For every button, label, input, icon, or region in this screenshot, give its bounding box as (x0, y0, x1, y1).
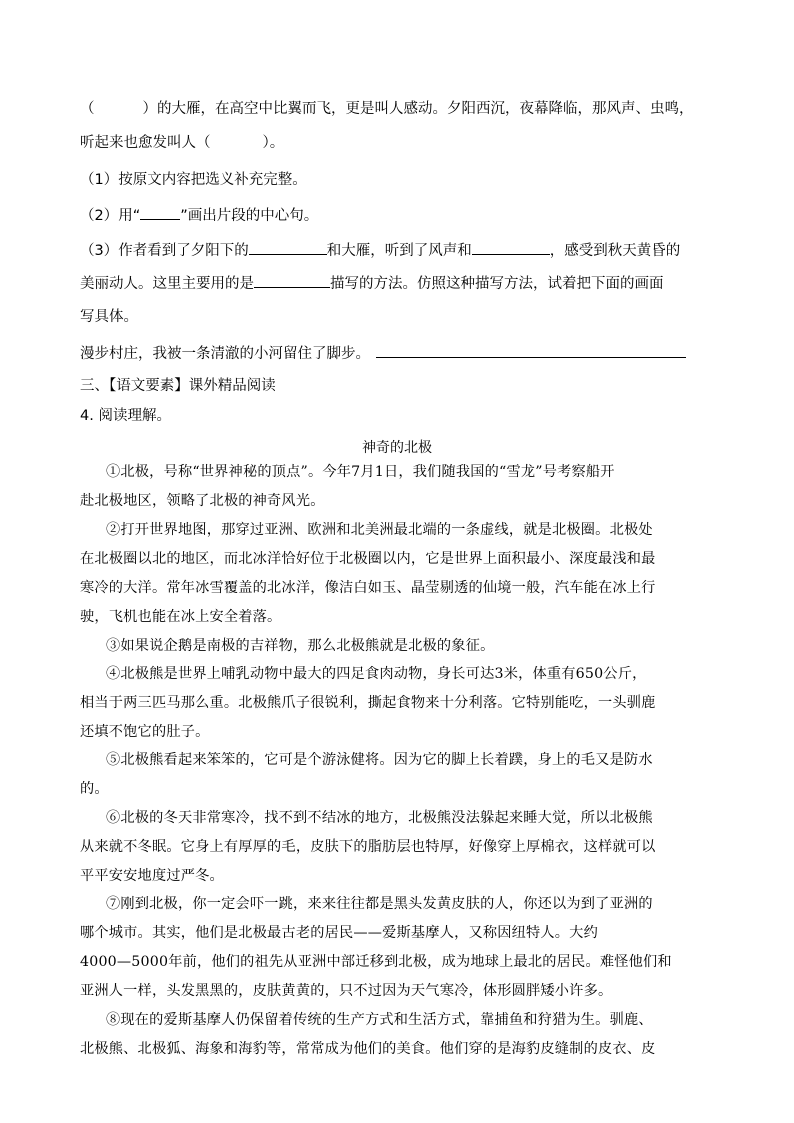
question-1: （1）按原文内容把选义补充完整。 (80, 172, 307, 188)
underline-blank (140, 205, 180, 220)
article-line: 在北极圈以北的地区，而北冰洋恰好位于北极圈以内，它是世界上面积最小、深度最浅和最 (80, 551, 656, 567)
text: ）。 (262, 135, 285, 151)
text: 描写的方法。仿照这种描写方法，试着把下面的画面 (330, 276, 664, 292)
article-line: 驶，飞机也能在冰上安全着落。 (80, 609, 282, 625)
article-line: 4000—5000年前，他们的祖先从亚洲中部迁移到北极，成为地球上最北的居民。难怪他们和 (80, 954, 672, 970)
article-line: ①北极，号称“世界神秘的顶点”。今年7月1日，我们随我国的“雪龙”号考察船开 (106, 464, 615, 480)
article-line: ⑥北极的冬天非常寒冷，找不到不结冰的地方，北极熊没法躲起来睡大觉，所以北极熊 (106, 810, 653, 826)
underline-blank (472, 240, 550, 255)
question-3-line-4 (80, 343, 720, 364)
underline-blank (249, 240, 327, 255)
text: ）的大雁，在高空中比翼而飞，更是叫人感动。夕阳西沉，夜幕降临，那风声、虫鸣， (142, 101, 694, 117)
text: 漫步村庄，我被一条清澈的小河留住了脚步。 (80, 346, 370, 362)
article-line: 从来就不冬眠。它身上有厚厚的毛，皮肤下的脂肪层也特厚，好像穿上厚棉衣，这样就可以 (80, 839, 656, 855)
question-3-line-2 (80, 273, 720, 294)
text: ”画出片段的中心句。 (180, 208, 319, 224)
passage-line-1 (80, 99, 720, 119)
underline-blank (254, 273, 330, 288)
article-line: 平平安安地度过严冬。 (80, 868, 224, 884)
article-line: 亚洲人一样，头发黑黑的，皮肤黄黄的，只不过因为天气寒冷，体形圆胖矮小许多。 (80, 983, 613, 999)
article-line: 哪个城市。其实，他们是北极最古老的居民——爱斯基摩人，又称因纽特人。大约 (80, 925, 598, 941)
question-3-line-1 (80, 240, 720, 261)
passage-line-2 (80, 133, 720, 153)
article-line: ③如果说企鹅是南极的吉祥物，那么北极熊就是北极的象征。 (106, 638, 495, 654)
text: （ (80, 101, 95, 117)
article-line: ⑤北极熊看起来笨笨的，它可是个游泳健将。因为它的脚上长着蹼，身上的毛又是防水 (106, 752, 653, 768)
article-line: 赴北极地区，领略了北极的神奇风光。 (80, 493, 325, 509)
text: 听起来也愈发叫人（ (80, 135, 211, 151)
article-line: ⑦刚到北极，你一定会吓一跳，来来往往都是黑头发黄皮肤的人，你还以为到了亚洲的 (106, 896, 653, 912)
text: 美丽动人。这里主要用的是 (80, 276, 254, 292)
article-line: 寒冷的大洋。常年冰雪覆盖的北冰洋，像洁白如玉、晶莹剔透的仙境一般，汽车能在冰上行 (80, 580, 656, 596)
article-title: 神奇的北极 (362, 440, 432, 456)
text: ，感受到秋天黄昏的 (549, 243, 681, 259)
section-3-heading: 三、【语文要素】课外精品阅读 (80, 378, 276, 394)
article-line: 还填不饱它的肚子。 (80, 724, 210, 740)
text: （2）用“ (80, 208, 141, 224)
article-line: ⑧现在的爱斯基摩人仍保留着传统的生产方式和生活方式，靠捕鱼和狩猎为生。驯鹿、 (106, 1012, 653, 1028)
article-line: 相当于两三匹马那么重。北极熊爪子很锐利，撕起食物来十分利落。它特别能吃，一头驯鹿 (80, 695, 656, 711)
text: 和大雁，听到了风声和 (326, 243, 472, 259)
article-line: ④北极熊是世界上哺乳动物中最大的四足食肉动物，身长可达3米，体重有650公斤， (106, 666, 647, 682)
question-2 (80, 205, 720, 226)
article-line: 北极熊、北极狐、海象和海豹等，常常成为他们的美食。他们穿的是海豹皮缝制的皮衣、皮 (80, 1041, 656, 1057)
article-line: ②打开世界地图，那穿过亚洲、欧洲和北美洲最北端的一条虚线，就是北极圈。北极处 (106, 522, 653, 538)
text: （3）作者看到了夕阳下的 (80, 243, 249, 259)
article-line: 的。 (80, 781, 109, 797)
underline-blank (376, 343, 686, 358)
question-4: 4. 阅读理解。 (80, 408, 171, 424)
question-3-line-3: 写具体。 (80, 309, 138, 325)
